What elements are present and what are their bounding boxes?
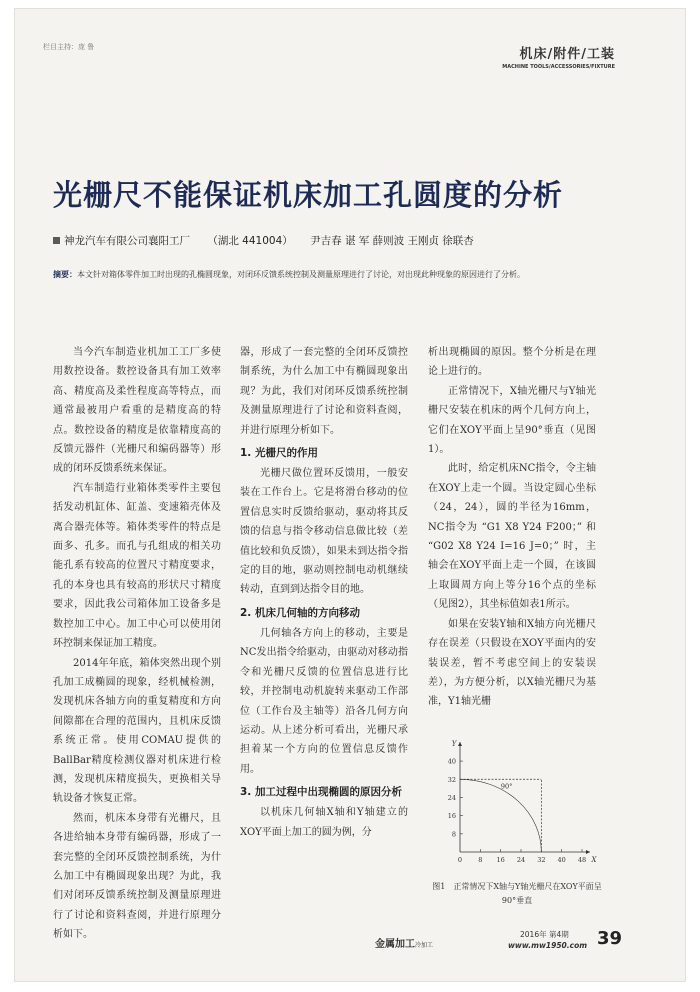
column-2 — [240, 343, 408, 842]
paragraph: 如果在安装Y轴和X轴方向光栅尺存在误差（只假设在XOY平面内的安装误差，暂不考虑空间上的安装误差），为方便分析，以X轴光栅尺为基准，Y1轴光栅 — [428, 618, 596, 708]
y-tick-label: 40 — [447, 757, 456, 766]
abstract-label: 摘要： — [53, 270, 77, 279]
authors: 尹吉春 谌 军 薛则波 王刚贞 徐联杏 — [310, 235, 474, 247]
journal-logo — [375, 935, 433, 950]
x-tick-label: 8 — [478, 856, 483, 864]
x-tick-label: 40 — [557, 856, 566, 864]
paragraph: 几何轴各方向上的移动，主要是NC发出指令给驱动，由驱动对移动指令和光栅尺反馈的位置信息进行比较，并控制电动机旋转来驱动工作部位（工作台及主轴等）沿各几何方向运动。从上述分析可看出，光栅尺承担着某一个方向的位置信息反馈作用。 — [240, 627, 408, 775]
location: （湖北 441004） — [207, 235, 293, 247]
x-tick-label: 24 — [516, 856, 526, 864]
y-tick-label: 16 — [447, 812, 456, 821]
journal-logo-text: 金属加工 — [375, 939, 415, 950]
paragraph: 当今汽车制造业机加工工厂多使用数控设备。数控设备具有加工效率高、精度高及柔性程度高等特点，而通常最被用户看重的是精度高的特点。数控设备的精度是依靠精度高的反馈元器件（光栅尺和编码器等）形成的闭环反馈系统来保证。 — [53, 347, 221, 475]
x-tick-label: 16 — [496, 856, 505, 864]
paragraph: 析出现椭圆的原因。整个分析是在理论上进行的。 — [428, 347, 596, 378]
x-axis-label: X — [591, 856, 597, 864]
angle-label: 90° — [500, 782, 513, 791]
x-tick-label: 48 — [577, 856, 587, 864]
paragraph: 汽车制造行业箱体类零件主要包括发动机缸体、缸盖、变速箱壳体及离合器壳体等。箱体类零件的特点是面多、孔多。而孔与孔组成的相关功能孔系有较高的位置尺寸精度要求，孔的本身也具有较高的形状尺寸精度要求，因此我公司箱体加工设备多是数控加工中心。加工中心可以使用闭环控制来保证加工精度。 — [53, 482, 221, 650]
column-1 — [53, 343, 221, 941]
square-bullet-icon — [53, 237, 60, 244]
author-line — [53, 233, 474, 248]
figure-1-chart — [432, 742, 602, 872]
paragraph: 器，形成了一套完整的全闭环反馈控制系统，为什么加工中有椭圆现象出现？为此，我们对闭环反馈系统控制及测量原理进行了讨论和资料查阅，并进行原理分析如下。 — [240, 347, 408, 436]
abstract-text: 本文针对箱体零件加工时出现的孔椭圆现象，对闭环反馈系统控制及测量原理进行了讨论，对出现此种现象的原因进行了分析。 — [77, 270, 525, 279]
y-tick-label: 24 — [447, 793, 456, 802]
section-title: 机床/附件/工装 — [519, 47, 615, 62]
section-heading: 3. 加工过程中出现椭圆的原因分析 — [240, 786, 402, 799]
abstract — [53, 266, 627, 283]
page-number: 39 — [597, 928, 623, 949]
figure-caption: 图1 正常情况下X轴与Y轴光栅尺在XOY平面呈90°垂直 — [432, 882, 602, 905]
column-editor: 栏目主持：庞 鲁 — [43, 43, 95, 51]
section-subtitle: MACHINE TOOLS/ACCESSORIES/FIXTURE — [502, 64, 615, 70]
section-heading: 1. 光栅尺的作用 — [240, 447, 318, 460]
affiliation: 神龙汽车有限公司襄阳工厂 — [64, 235, 190, 247]
paragraph: 然而，机床本身带有光栅尺，且各进给轴本身带有编码器，形成了一套完整的全闭环反馈控制系统，为什么加工中有椭圆现象出现？为此，我们对闭环反馈系统控制及测量原理进行了讨论和资料查阅，并进行原理分析如下。 — [53, 812, 221, 941]
x-tick-label: 0 — [457, 856, 463, 864]
article-title: 光栅尺不能保证机床加工孔圆度的分析 — [53, 178, 564, 212]
x-tick-label: 32 — [537, 856, 546, 864]
issue-number: 2016年 第4期 — [520, 930, 569, 939]
column-3 — [428, 343, 596, 712]
journal-logo-sub: 冷加工 — [415, 942, 434, 949]
paragraph: 光栅尺做位置环反馈用，一般安装在工作台上。它是将滑台移动的位置信息实时反馈给驱动，驱动将其反馈的信息与指令移动信息做比较（差值比较和负反馈），如果未到达指令指定的目的地，驱动则控制电动机继续转动，直到到达指令目的地。 — [240, 468, 408, 596]
x-axis-arrow-icon — [586, 850, 590, 854]
y-axis-arrow-icon — [458, 742, 462, 746]
paragraph: 正常情况下，X轴光栅尺与Y轴光栅尺安装在机床的两个几何方向上，它们在XOY平面上呈90°垂直（见图1）。 — [428, 385, 596, 456]
paragraph: 此时，给定机床NC指令，令主轴在XOY上走一个圆。当设定圆心坐标（24，24），圆的半径为16mm，NC指令为 “G1 X8 Y24 F200；” 和 “G02 X8 Y24 I=16 J=0；” 时，主轴会在XOY平面上走一个圆，在该圆上取圆周方向上等分16个点的坐标（见图2），其坐标值如表1所示。 — [428, 463, 596, 611]
paragraph: 以机床几何轴X轴和Y轴建立的XOY平面上加工的圆为例，分 — [240, 807, 408, 838]
journal-website: www.mw1950.com — [508, 941, 588, 950]
y-axis-label: Y — [451, 740, 457, 748]
y-tick-label: 8 — [451, 830, 456, 839]
paragraph: 2014年年底，箱体突然出现个别孔加工成椭圆的现象，经机械检测，发现机床各轴方向的重复精度和方向间隙都在合理的范围内，且机床反馈系统正常。使用COMAU提供的BallBar精度检测仪器对机床进行检测，发现机床精度损失，更换相关导轨设备才恢复正常。 — [53, 657, 221, 805]
section-heading: 2. 机床几何轴的方向移动 — [240, 606, 360, 619]
y-tick-label: 32 — [447, 775, 456, 784]
